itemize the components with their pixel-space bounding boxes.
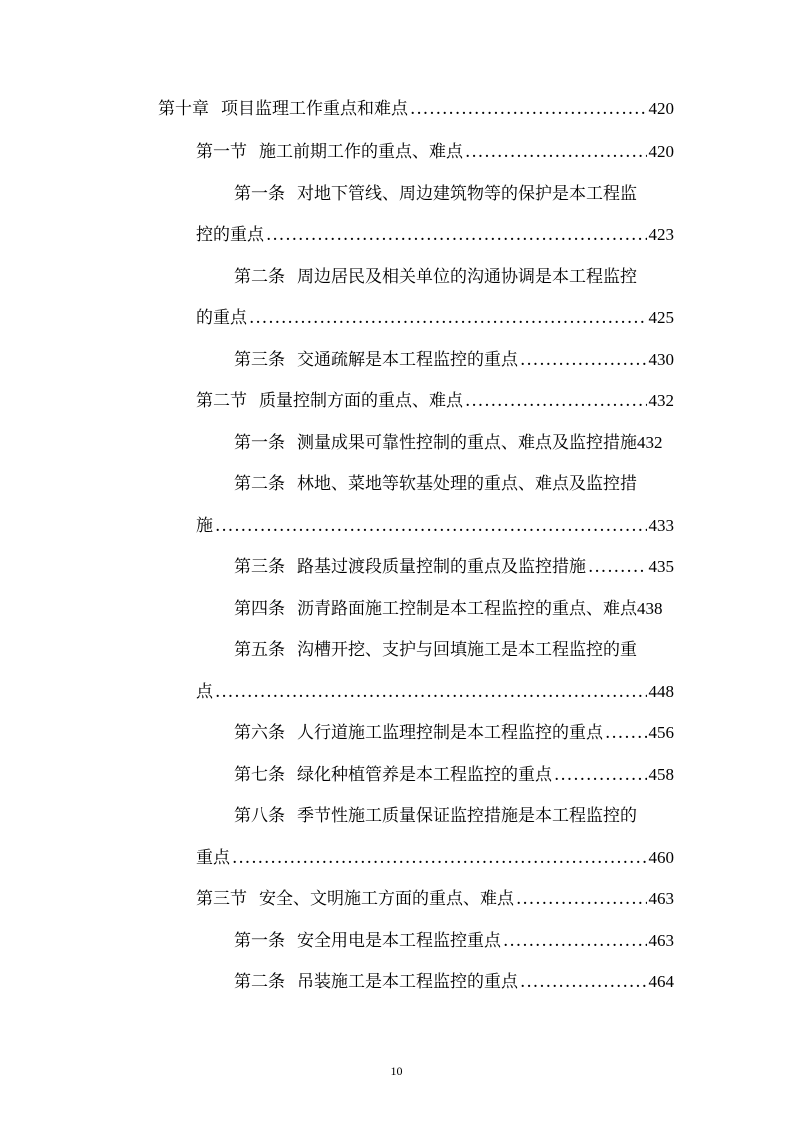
toc-prefix: 第三条 — [234, 557, 285, 577]
toc-title: 绿化种植管养是本工程监控的重点 — [297, 765, 552, 785]
toc-title-continued: 施 — [196, 516, 213, 536]
toc-title-continued: 点 — [196, 682, 213, 702]
page-number: 10 — [390, 1064, 403, 1078]
toc-prefix: 第一条 — [234, 184, 285, 204]
toc-page: 438 — [637, 599, 663, 618]
toc-page: 420 — [648, 142, 674, 161]
toc-leader — [520, 348, 647, 372]
toc-page: 456 — [648, 723, 674, 742]
toc-title: 周边居民及相关单位的沟通协调是本工程监控 — [297, 267, 637, 287]
toc-page: 463 — [648, 931, 674, 950]
toc-entry-article-3[interactable] — [234, 348, 674, 372]
toc-page: 458 — [648, 765, 674, 784]
toc-leader — [605, 721, 647, 745]
toc-page: 463 — [648, 889, 674, 908]
toc-leader — [465, 140, 647, 164]
toc-entry-article-3-2[interactable] — [234, 970, 674, 994]
toc-leader — [503, 929, 647, 953]
toc-leader — [410, 97, 647, 121]
toc-prefix: 第十章 — [158, 99, 209, 119]
toc-prefix: 第七条 — [234, 765, 285, 785]
toc-entry-article-2-line2[interactable] — [196, 306, 674, 330]
toc-entry-article-2-2-line2[interactable] — [196, 514, 674, 538]
toc-page: 433 — [648, 516, 674, 535]
toc-page: 432 — [637, 433, 663, 452]
toc-title: 对地下管线、周边建筑物等的保护是本工程监 — [297, 184, 637, 204]
toc-leader — [465, 389, 647, 413]
toc-entry-article-3-1[interactable] — [234, 929, 674, 953]
toc-entry-article-2-8-line2[interactable] — [196, 846, 674, 870]
toc-prefix: 第三条 — [234, 350, 285, 370]
toc-page: 432 — [648, 391, 674, 410]
toc-title: 交通疏解是本工程监控的重点 — [297, 350, 518, 370]
toc-prefix: 第一条 — [234, 931, 285, 951]
toc-leader — [232, 846, 647, 870]
toc-leader — [215, 680, 647, 704]
toc-leader — [249, 306, 647, 330]
toc-prefix: 第一节 — [196, 142, 247, 162]
toc-title: 施工前期工作的重点、难点 — [259, 142, 463, 162]
toc-leader — [516, 887, 647, 911]
toc-title-continued: 控的重点 — [196, 225, 264, 245]
toc-page: 423 — [648, 225, 674, 244]
toc-leader — [520, 970, 647, 994]
toc-leader — [588, 555, 647, 579]
toc-entry-article-2-5-line1[interactable] — [234, 638, 637, 662]
toc-entry-article-2-4[interactable] — [234, 597, 663, 621]
toc-title: 林地、菜地等软基处理的重点、难点及监控措 — [297, 474, 637, 494]
toc-title: 测量成果可靠性控制的重点、难点及监控措施 — [297, 433, 637, 453]
toc-page: 435 — [648, 557, 674, 576]
toc-title: 安全、文明施工方面的重点、难点 — [259, 889, 514, 909]
toc-entry-section-3[interactable] — [196, 887, 674, 911]
toc-entry-article-2-1[interactable] — [234, 431, 663, 455]
toc-prefix: 第五条 — [234, 640, 285, 660]
toc-title: 吊装施工是本工程监控的重点 — [297, 972, 518, 992]
toc-entry-article-2-5-line2[interactable] — [196, 680, 674, 704]
toc-page: 425 — [648, 308, 674, 327]
toc-title: 人行道施工监理控制是本工程监控的重点 — [297, 723, 603, 743]
toc-title: 季节性施工质量保证监控措施是本工程监控的 — [297, 806, 637, 826]
toc-entry-article-2-7[interactable] — [234, 763, 674, 787]
toc-title: 路基过渡段质量控制的重点及监控措施 — [297, 557, 586, 577]
toc-title-continued: 重点 — [196, 848, 230, 868]
toc-entry-article-1-line1[interactable] — [234, 182, 637, 206]
toc-title: 项目监理工作重点和难点 — [221, 99, 408, 119]
toc-prefix: 第六条 — [234, 723, 285, 743]
toc-leader — [554, 763, 647, 787]
toc-entry-article-2-2-line1[interactable] — [234, 472, 637, 496]
toc-prefix: 第二条 — [234, 267, 285, 287]
toc-page: 464 — [648, 972, 674, 991]
toc-entry-section-2[interactable] — [196, 389, 674, 413]
toc-prefix: 第二节 — [196, 391, 247, 411]
toc-entry-article-2-3[interactable] — [234, 555, 674, 579]
toc-prefix: 第八条 — [234, 806, 285, 826]
toc-prefix: 第三节 — [196, 889, 247, 909]
toc-prefix: 第一条 — [234, 433, 285, 453]
toc-title: 沥青路面施工控制是本工程监控的重点、难点 — [297, 599, 637, 619]
toc-page: 420 — [648, 99, 674, 118]
toc-entry-section-1[interactable] — [196, 140, 674, 164]
toc-title: 质量控制方面的重点、难点 — [259, 391, 463, 411]
toc-title: 沟槽开挖、支护与回填施工是本工程监控的重 — [297, 640, 637, 660]
toc-entry-chapter-10[interactable] — [158, 97, 674, 121]
toc-page: 430 — [648, 350, 674, 369]
toc-title-continued: 的重点 — [196, 308, 247, 328]
toc-prefix: 第二条 — [234, 972, 285, 992]
toc-entry-article-2-6[interactable] — [234, 721, 674, 745]
toc-prefix: 第二条 — [234, 474, 285, 494]
toc-entry-article-1-line2[interactable] — [196, 223, 674, 247]
toc-prefix: 第四条 — [234, 599, 285, 619]
toc-page: 460 — [648, 848, 674, 867]
toc-entry-article-2-8-line1[interactable] — [234, 804, 637, 828]
toc-page: 448 — [648, 682, 674, 701]
toc-leader — [215, 514, 647, 538]
toc-leader — [266, 223, 647, 247]
toc-title: 安全用电是本工程监控重点 — [297, 931, 501, 951]
toc-entry-article-2-line1[interactable] — [234, 265, 637, 289]
